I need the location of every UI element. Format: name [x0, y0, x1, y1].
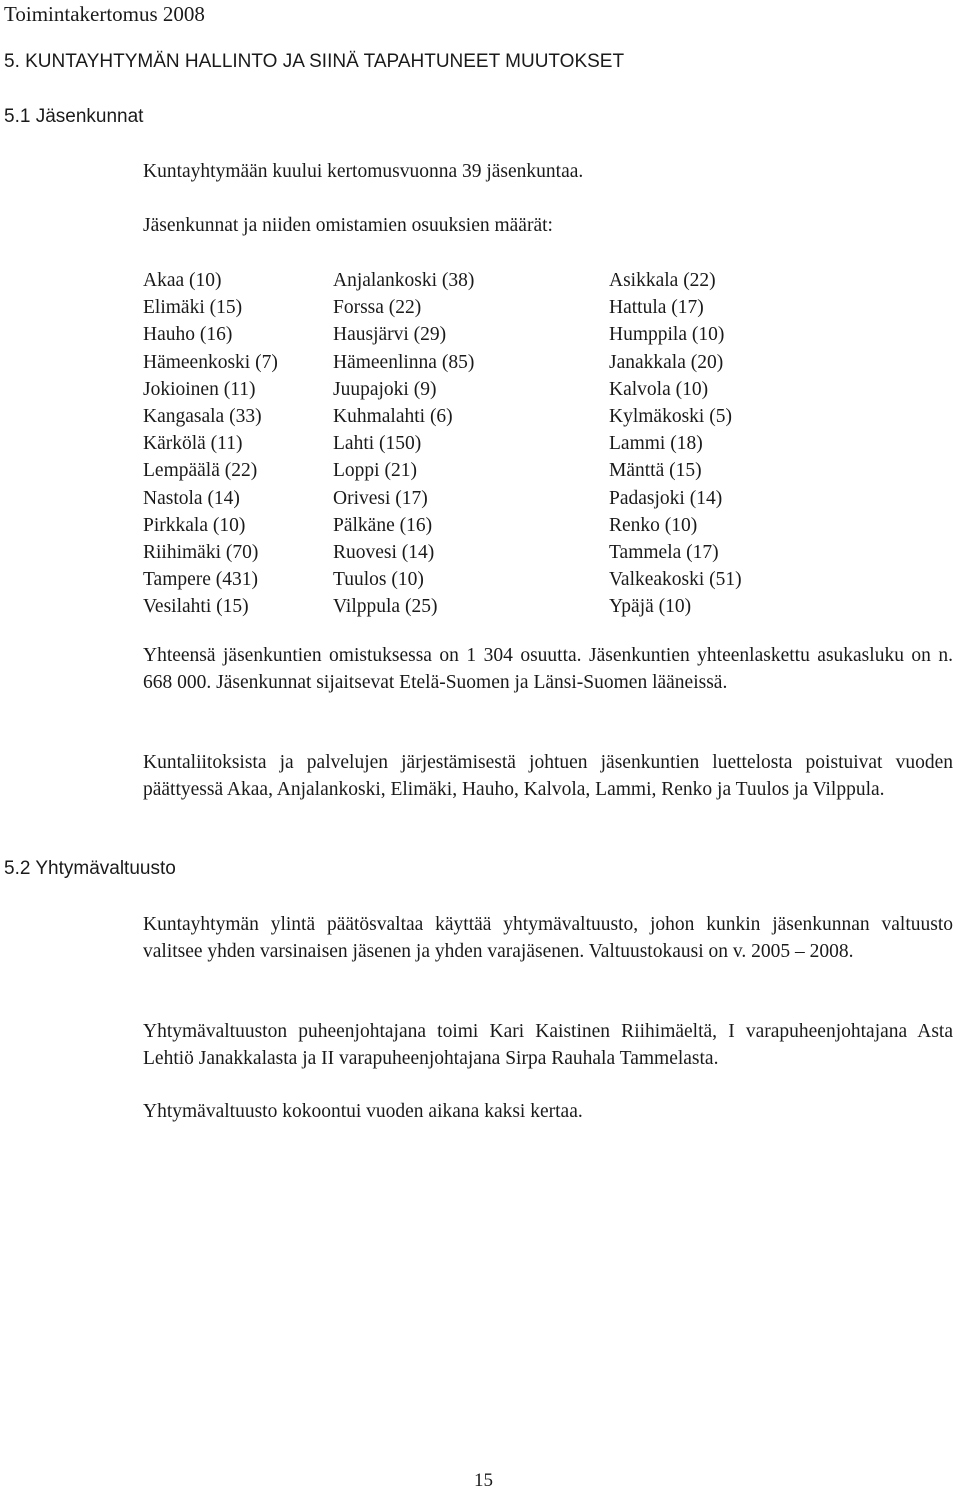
member-cell: Renko (10)	[609, 514, 698, 536]
member-row	[143, 349, 742, 376]
members-summary: Yhteensä jäsenkuntien omistuksessa on 1 304 osuutta. Jäsenkuntien yhteenlaskettu asukasluku on n. 668 000. Jäsenkunnat sijaitsevat Etelä-Suomen ja Länsi-Suomen lääneissä.	[143, 645, 953, 693]
member-cell: Janakkala (20)	[609, 351, 724, 373]
member-row	[143, 512, 742, 539]
member-cell: Kalvola (10)	[609, 378, 709, 400]
member-cell: Juupajoki (9)	[333, 378, 437, 400]
member-cell: Tammela (17)	[609, 541, 719, 563]
member-row	[143, 430, 742, 457]
member-cell: Lempäälä (22)	[143, 460, 258, 482]
page-number: 15	[474, 1470, 493, 1491]
member-cell: Ypäjä (10)	[609, 596, 692, 618]
member-cell: Pirkkala (10)	[143, 514, 246, 536]
member-cell: Humppila (10)	[609, 324, 725, 346]
running-header: Toimintakertomus 2008	[4, 2, 205, 26]
member-cell: Ruovesi (14)	[333, 541, 435, 563]
member-list	[143, 267, 742, 620]
member-cell: Forssa (22)	[333, 297, 422, 319]
member-row	[143, 566, 742, 593]
member-cell: Anjalankoski (38)	[333, 270, 475, 291]
member-cell: Vilppula (25)	[333, 596, 438, 618]
council-paragraph-2: Yhtymävaltuuston puheenjohtajana toimi Kari Kaistinen Riihimäeltä, I varapuheenjohtajana Asta Lehtiö Janakkalasta ja II varapuheenjohtajana Sirpa Rauhala Tammelasta.	[143, 1021, 953, 1069]
member-cell: Tampere (431)	[143, 569, 259, 591]
member-cell: Kuhmalahti (6)	[333, 405, 453, 427]
member-cell: Valkeakoski (51)	[609, 569, 742, 591]
member-row	[143, 485, 742, 512]
member-cell: Hämeenkoski (7)	[143, 351, 278, 373]
member-cell: Hausjärvi (29)	[333, 324, 447, 346]
council-heading: 5.2 Yhtymävaltuusto	[4, 858, 176, 879]
member-cell: Lahti (150)	[333, 433, 422, 455]
member-cell: Jokioinen (11)	[143, 378, 256, 400]
member-row	[143, 593, 742, 620]
member-cell: Kylmäkoski (5)	[609, 405, 732, 427]
member-row	[143, 267, 742, 294]
member-cell: Lammi (18)	[609, 433, 703, 455]
member-cell: Nastola (14)	[143, 487, 240, 509]
member-cell: Padasjoki (14)	[609, 487, 723, 509]
member-cell: Mänttä (15)	[609, 460, 702, 482]
members-intro: Kuntayhtymään kuului kertomusvuonna 39 jäsenkuntaa.	[143, 161, 584, 182]
member-row	[143, 376, 742, 403]
member-row	[143, 294, 742, 321]
member-cell: Asikkala (22)	[609, 270, 716, 291]
member-cell: Kärkölä (11)	[143, 433, 243, 455]
member-row	[143, 321, 742, 348]
council-paragraph-1: Kuntayhtymän ylintä päätösvaltaa käyttää yhtymävaltuusto, johon kunkin jäsenkunnan valtuusto valitsee yhden varsinaisen jäsenen ja yhden varajäsenen. Valtuustokausi on v. 2005 – 2008.	[143, 914, 953, 962]
member-cell: Hattula (17)	[609, 297, 704, 319]
member-cell: Hauho (16)	[143, 324, 233, 346]
member-cell: Hämeenlinna (85)	[333, 351, 475, 373]
member-cell: Vesilahti (15)	[143, 596, 249, 618]
members-changes: Kuntaliitoksista ja palvelujen järjestämisestä johtuen jäsenkuntien luettelosta poistuivat vuoden päättyessä Akaa, Anjalankoski, Elimäki, Hauho, Kalvola, Lammi, Renko ja Tuulos ja Vilppula.	[143, 752, 953, 800]
member-cell: Riihimäki (70)	[143, 541, 259, 563]
member-cell: Elimäki (15)	[143, 297, 243, 319]
member-cell: Orivesi (17)	[333, 487, 428, 509]
member-cell: Akaa (10)	[143, 270, 222, 291]
member-cell: Pälkäne (16)	[333, 514, 433, 536]
member-cell: Tuulos (10)	[333, 569, 424, 591]
member-cell: Kangasala (33)	[143, 405, 262, 427]
member-cell: Loppi (21)	[333, 460, 417, 482]
member-row	[143, 457, 742, 484]
member-row	[143, 539, 742, 566]
members-list-intro: Jäsenkunnat ja niiden omistamien osuuksien määrät:	[143, 215, 553, 236]
member-row	[143, 403, 742, 430]
members-heading: 5.1 Jäsenkunnat	[4, 106, 144, 127]
section-heading: 5. KUNTAYHTYMÄN HALLINTO JA SIINÄ TAPAHTUNEET MUUTOKSET	[4, 51, 625, 72]
council-paragraph-3: Yhtymävaltuusto kokoontui vuoden aikana kaksi kertaa.	[143, 1101, 583, 1122]
